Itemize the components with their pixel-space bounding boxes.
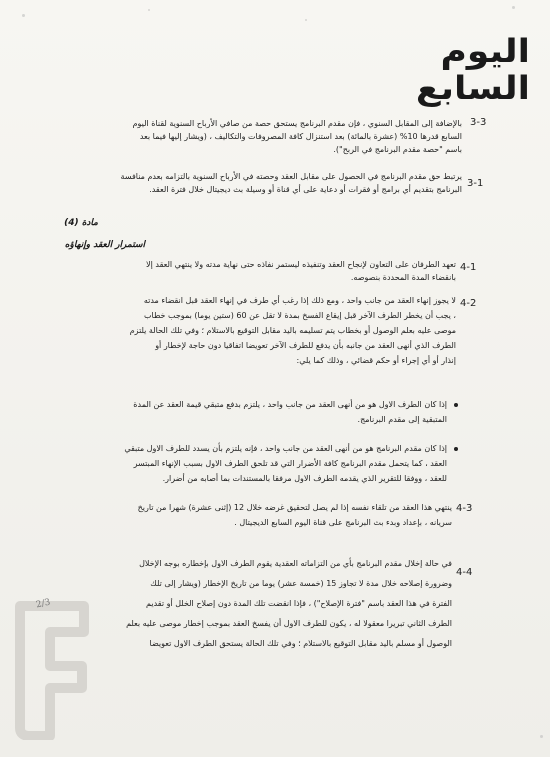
bullet-icon — [454, 403, 458, 407]
text-line: الفترة في هذا العقد باسم "فترة الإصلاح") ، فإذا انقضت تلك المدة دون إصلاح الخلل أو تقديم — [146, 599, 452, 608]
text-line: بالإضافة إلى المقابل السنوي ، فإن مقدم البرنامج يستحق حصة من صافي الأرباح السنوية لقناة اليوم — [132, 119, 462, 128]
bullet-2-text — [87, 441, 447, 486]
text-line: لا يجوز إنهاء العقد من جانب واحد ، ومع ذلك إذا رغب أي طرف في إنهاء العقد قبل انقضاء مدته — [143, 296, 456, 305]
handwritten-margin-note: 2/3 — [35, 597, 52, 611]
clause-number: 3-3 — [470, 117, 487, 128]
clause-number: 4-2 — [460, 298, 477, 309]
clause-3-1-text — [84, 170, 462, 196]
clause-4-1-text — [86, 258, 456, 284]
newspaper-logo — [358, 33, 530, 107]
text-line: موصى عليه بعلم الوصول أو بخطاب يتم تسليمه باليد مقابل التوقيع بالاستلام ؛ وفي تلك الحالة يلتزم — [129, 326, 456, 335]
clause-3-3-text — [84, 117, 462, 156]
text-line: السابع قدرها 10% (عشرة بالمائة) بعد استنزال كافة المصروفات والتكاليف ، (ويشار إليها فيما بعد — [139, 132, 462, 141]
clause-number: 4-4 — [456, 567, 473, 578]
scan-speck — [148, 9, 150, 11]
text-line: بانقضاء المدة المحددة بنصوصه. — [350, 273, 456, 282]
text-line: يرتبط حق مقدم البرنامج في الحصول على مقابل العقد وحصته في الأرباح السنوية بالتزامه بعدم منافسة — [120, 172, 462, 181]
scan-speck — [22, 14, 25, 17]
text-line: الطرف الثاني تبريرا معقولا له ، يكون للطرف الاول أن يفسخ العقد بموجب إخطار موصى عليه بعلم — [126, 619, 452, 628]
text-line: للعقد ، ووفقا للتقرير الذي يقدمه الطرف الاول مرفقا بالمستندات بما أصابه من أضرار. — [162, 474, 447, 483]
text-line: العقد ، كما يتحمل مقدم البرنامج كافة الأضرار التي قد تلحق الطرف الاول بسبب الإنهاء المبتسر — [133, 459, 447, 468]
text-line: الوصول أو مسلم باليد مقابل التوقيع بالاستلام ؛ وفي تلك الحالة يستحق الطرف الاول تعويضا — [149, 639, 452, 648]
text-line: البرنامج بتقديم أي برامج أو فقرات أو دعاية على أي قناة أو وسيلة بث ديجيتال خلال فترة العقد. — [149, 185, 462, 194]
text-line: إذا كان مقدم البرنامج هو من أنهى العقد من جانب واحد ، فإنه يلتزم بأن يسدد للطرف الاول متبقي — [124, 444, 447, 453]
article-title: مادة (4) — [64, 218, 98, 228]
clause-number: 4-1 — [460, 262, 477, 273]
bullet-1-text — [87, 397, 447, 427]
clause-4-4-text — [90, 554, 452, 654]
text-line: إنذار أو أي إجراء أو حكم قضائي ، وذلك كما يلي: — [296, 356, 456, 365]
text-line: في حالة إخلال مقدم البرنامج بأي من التزاماته العقدية يقوم الطرف الاول بإخطاره بوجه الإخلال — [139, 559, 452, 568]
text-line: تعهد الطرفان على التعاون لإنجاح العقد وتنفيذه ليستمر نفاذه حتى نهاية مدته ولا ينتهي العقد إلا — [146, 260, 456, 269]
bullet-icon — [454, 447, 458, 451]
text-line: سريانه ، بإعداد وبدء بث البرنامج على قناة اليوم السابع الديجيتال . — [234, 518, 452, 527]
text-line: ينتهي هذا العقد من تلقاء نفسه إذا لم يصل لتحقيق غرضه خلال 12 (إثنى عشرة) شهرا من تاريخ — [137, 503, 452, 512]
text-line: باسم "حصة مقدم البرنامج في الربح"). — [333, 145, 462, 154]
text-line: إذا كان الطرف الاول هو من أنهى العقد من جانب واحد ، يلتزم بدفع متبقي قيمة العقد عن المدة — [133, 400, 447, 409]
clause-number: 4-3 — [456, 503, 473, 514]
text-line: المتبقية إلى مقدم البرنامج. — [357, 415, 447, 424]
clause-4-3-text — [90, 500, 452, 530]
text-line: وضرورة إصلاحه خلال مدة لا تجاوز 15 (خمسة عشر) يوما من تاريخ الإخطار (ويشار إلى تلك — [150, 579, 452, 588]
article-subtitle: استمرار العقد وإنهاؤه — [64, 240, 145, 250]
logo-text: اليوم السابع — [415, 33, 530, 107]
text-line: الطرف الذي أنهى العقد من جانبه بأن يدفع للطرف الآخر تعويضا اتفاقيا دون حاجة لإخطار أو — [155, 341, 456, 350]
scan-speck — [512, 6, 515, 9]
watermark-logo-icon — [12, 597, 90, 740]
text-line: ، يجب أن يخطر الطرف الآخر قبل إيقاع الفسخ بمدة لا تقل عن 60 (ستين يوما) بموجب خطاب — [143, 311, 456, 320]
scan-speck — [305, 19, 307, 21]
scan-speck — [540, 735, 543, 738]
clause-number: 3-1 — [467, 178, 484, 189]
clause-4-2-text — [86, 293, 456, 368]
